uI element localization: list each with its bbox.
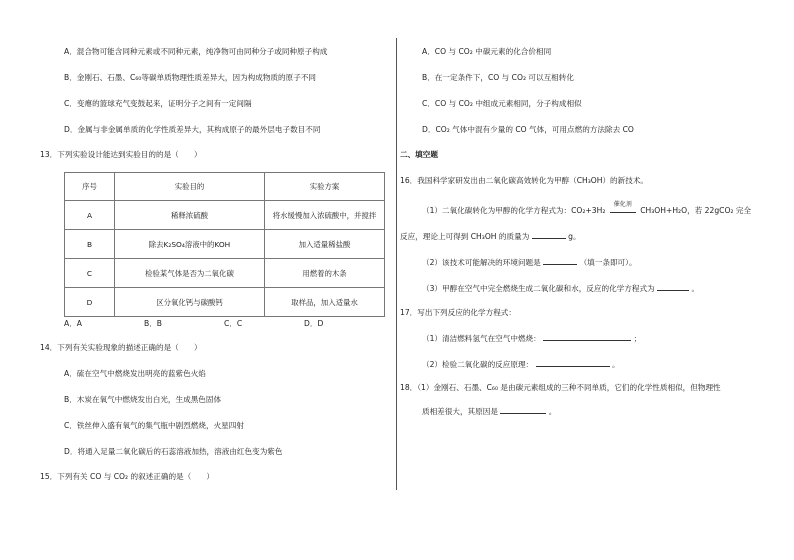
table-row <box>65 201 385 230</box>
table-cell: 区分氧化钙与碳酸钙 <box>115 288 265 317</box>
q12-option-b: B．金刚石、石墨、C₆₀等碳单质物理性质差异大，因为构成物质的原子不同 <box>64 73 317 82</box>
q16-stem: 16．我国科学家研发出由二氧化碳高效转化为甲醇（CH₃OH）的新技术。 <box>400 176 649 185</box>
q17-part1-text: （1）清洁燃料氢气在空气中燃烧： <box>422 334 541 343</box>
q15-option-a: A．CO 与 CO₂ 中碳元素的化合价相同 <box>422 47 552 56</box>
section-title: 二、填空题 <box>400 150 438 159</box>
table-cell: 除去K₂SO₄溶液中的KOH <box>115 230 265 259</box>
table-cell: C <box>65 259 115 288</box>
reaction-condition <box>608 201 638 213</box>
q17-part1-end: ； <box>633 334 642 343</box>
q15-option-d: D．CO₂ 气体中混有少量的 CO 气体，可用点燃的方法除去 CO <box>422 125 634 134</box>
table-row <box>65 230 385 259</box>
q14-option-d: D．将通入足量二氧化碳后的石蕊溶液加热，溶液由红色变为紫色 <box>64 447 283 456</box>
q17-part2-text: （2）检验二氧化碳的反应原理： <box>422 360 534 369</box>
answer-blank[interactable] <box>543 256 577 265</box>
table-cell: A <box>65 201 115 230</box>
q16-part1-unit: g。 <box>568 232 581 241</box>
q15-option-c: C．CO 与 CO₂ 中组成元素相同，分子构成相似 <box>422 99 582 108</box>
table-cell: B <box>65 230 115 259</box>
table-cell: 加入适量稀盐酸 <box>265 230 385 259</box>
answer-blank[interactable] <box>543 332 631 341</box>
q16-part2 <box>422 256 637 268</box>
q16-part3 <box>422 282 699 294</box>
q13-stem: 13．下列实验设计能达到实验目的的是（ ） <box>40 150 202 159</box>
right-column <box>398 0 794 560</box>
q13-choice-a: A．A <box>64 319 82 328</box>
q17-part2-end: 。 <box>612 360 620 369</box>
q17-part1 <box>422 332 641 344</box>
q15-option-b: B．在一定条件下，CO 与 CO₂ 可以互相转化 <box>422 73 574 82</box>
q12-option-c: C．变瘪的篮球充气变鼓起来，证明分子之间有一定间隔 <box>64 99 252 108</box>
table-cell: 稀释浓硫酸 <box>115 201 265 230</box>
table-cell: D <box>65 288 115 317</box>
q16-part3-end: 。 <box>691 284 700 293</box>
table-row <box>65 259 385 288</box>
table-header-cell: 实验目的 <box>115 173 265 201</box>
q14-stem: 14．下列有关实验现象的描述正确的是（ ） <box>40 343 202 352</box>
q16-part1-text-b: CH₃OH+H₂O，若 22gCO₂ 完全 <box>640 206 752 215</box>
q13-choice-c: C．C <box>224 319 243 328</box>
catalyst-label: 催化剂 <box>613 201 632 208</box>
q13-choice-b: B．B <box>144 319 163 328</box>
q14-option-a: A．硫在空气中燃烧发出明亮的蓝紫色火焰 <box>64 369 206 378</box>
q17-stem: 17．写出下列反应的化学方程式： <box>400 308 516 317</box>
table-header-row <box>65 173 385 201</box>
table-header-cell: 序号 <box>65 173 115 201</box>
answer-blank[interactable] <box>536 358 610 367</box>
table-header-cell: 实验方案 <box>265 173 385 201</box>
q12-option-a: A．混合物可能含同种元素或不同种元素，纯净物可由同种分子或同种原子构成 <box>64 47 328 56</box>
q16-part1-text-a: （1）二氧化碳转化为甲醇的化学方程式为：CO₂+3H₂ <box>422 206 606 215</box>
q13-choice-d: D．D <box>304 319 324 328</box>
table-cell: 取样品，加入适量水 <box>265 288 385 317</box>
q16-part1-text-c: 反应，理论上可得到 CH₃OH 的质量为 <box>400 232 530 241</box>
table-cell: 用燃着的木条 <box>265 259 385 288</box>
column-divider <box>396 38 397 490</box>
q16-part1-line2 <box>400 230 581 242</box>
q17-part2 <box>422 358 620 370</box>
q16-part1-line1 <box>422 201 752 216</box>
q18-line2 <box>422 405 556 417</box>
q15-stem: 15．下列有关 CO 与 CO₂ 的叙述正确的是（ ） <box>40 472 215 481</box>
q12-option-d: D．金属与非金属单质的化学性质差异大，其构成原子的最外层电子数目不同 <box>64 125 321 134</box>
q14-option-b: B．木炭在氧气中燃烧发出白光，生成黑色固体 <box>64 395 222 404</box>
table-cell: 检验某气体是否为二氧化碳 <box>115 259 265 288</box>
table-cell: 将水缓慢加入浓硫酸中，并搅拌 <box>265 201 385 230</box>
q18-line2-end: 。 <box>548 407 557 416</box>
q18-line2-text: 质相差很大，其原因是 <box>422 407 498 416</box>
q16-part2-end: （填一条即可）。 <box>579 258 637 267</box>
table-row <box>65 288 385 317</box>
answer-blank[interactable] <box>532 230 566 239</box>
q14-option-c: C．铁丝伸入盛有氧气的集气瓶中剧烈燃烧，火星四射 <box>64 421 244 430</box>
q16-part2-text: （2）该技术可能解决的环境问题是 <box>422 258 541 267</box>
q16-part3-text: （3）甲醇在空气中完全燃烧生成二氧化碳和水，反应的化学方程式为 <box>422 284 655 293</box>
q18-line1: 18．（1）金刚石、石墨、C₆₀ 是由碳元素组成的三种不同单质，它们的化学性质相似，但物理性 <box>400 383 721 392</box>
q13-table <box>64 172 385 317</box>
answer-blank[interactable] <box>500 405 546 414</box>
answer-blank[interactable] <box>657 282 689 291</box>
